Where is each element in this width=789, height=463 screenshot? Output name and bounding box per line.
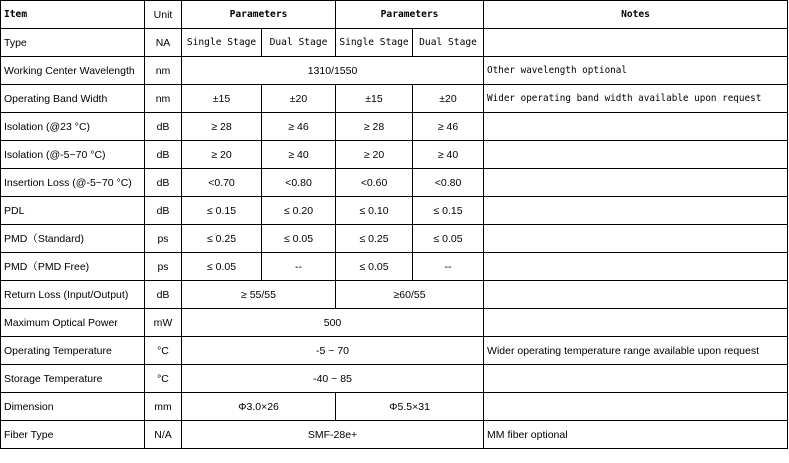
value-cell: Φ3.0×26 [182,393,336,421]
item-cell: Insertion Loss (@-5~70 °C) [1,169,145,197]
table-row [1,309,788,337]
unit-cell: nm [145,85,182,113]
value-cell: ≤ 0.15 [182,197,262,225]
note-cell [484,393,788,421]
table-row [1,225,788,253]
value-cell: ≥ 40 [262,141,336,169]
value-cell: ≥ 20 [336,141,413,169]
value-cell: -40 ~ 85 [182,365,484,393]
item-cell: Storage Temperature [1,365,145,393]
value-cell: ≥ 28 [182,113,262,141]
value-cell: Φ5.5×31 [336,393,484,421]
item-cell: Working Center Wavelength [1,57,145,85]
unit-cell: °C [145,337,182,365]
note-cell: Wider operating temperature range available upon request [484,337,788,365]
table-row [1,281,788,309]
value-cell: <0.80 [262,169,336,197]
note-cell [484,113,788,141]
header-parameters-a: Parameters [182,1,336,29]
header-row [1,1,788,29]
table-row [1,85,788,113]
item-cell: Return Loss (Input/Output) [1,281,145,309]
item-cell: Isolation (@23 °C) [1,113,145,141]
item-cell: PMD（Standard) [1,225,145,253]
value-cell: ≥ 20 [182,141,262,169]
value-cell: SMF-28e+ [182,421,484,449]
table-row [1,113,788,141]
header-notes: Notes [484,1,788,29]
item-cell: PDL [1,197,145,225]
unit-cell: mm [145,393,182,421]
value-cell: ≥ 28 [336,113,413,141]
note-cell [484,29,788,57]
unit-cell: ps [145,225,182,253]
note-cell [484,365,788,393]
table-row [1,169,788,197]
value-cell: ≤ 0.05 [182,253,262,281]
note-cell: Other wavelength optional [484,57,788,85]
unit-cell: mW [145,309,182,337]
value-cell: ≤ 0.25 [182,225,262,253]
table-row [1,253,788,281]
note-cell [484,253,788,281]
value-cell: ≤ 0.05 [262,225,336,253]
note-cell [484,281,788,309]
unit-cell: dB [145,113,182,141]
value-cell: -5 ~ 70 [182,337,484,365]
table-row [1,29,788,57]
value-cell: ±15 [336,85,413,113]
unit-cell: nm [145,57,182,85]
value-cell: -- [262,253,336,281]
value-cell: ±20 [413,85,484,113]
item-cell: PMD（PMD Free) [1,253,145,281]
unit-cell: °C [145,365,182,393]
value-cell: Dual Stage [413,29,484,57]
note-cell: MM fiber optional [484,421,788,449]
value-cell: ≤ 0.05 [413,225,484,253]
item-cell: Operating Band Width [1,85,145,113]
table-row [1,393,788,421]
item-cell: Maximum Optical Power [1,309,145,337]
value-cell: ≤ 0.05 [336,253,413,281]
value-cell: ≥ 46 [262,113,336,141]
value-cell: Single Stage [336,29,413,57]
note-cell: Wider operating band width available upon request [484,85,788,113]
table-row [1,365,788,393]
value-cell: ≥60/55 [336,281,484,309]
item-cell: Dimension [1,393,145,421]
item-cell: Fiber Type [1,421,145,449]
header-unit: Unit [145,1,182,29]
value-cell: Dual Stage [262,29,336,57]
table-row [1,337,788,365]
note-cell [484,309,788,337]
unit-cell: dB [145,169,182,197]
note-cell [484,225,788,253]
value-cell: ≤ 0.25 [336,225,413,253]
table-row [1,197,788,225]
value-cell: <0.70 [182,169,262,197]
value-cell: <0.60 [336,169,413,197]
header-item: Item [1,1,145,29]
unit-cell: dB [145,281,182,309]
unit-cell: N/A [145,421,182,449]
table-row [1,57,788,85]
table-row [1,421,788,449]
value-cell: ≤ 0.15 [413,197,484,225]
value-cell: 1310/1550 [182,57,484,85]
value-cell: ≥ 55/55 [182,281,336,309]
value-cell: -- [413,253,484,281]
value-cell: <0.80 [413,169,484,197]
unit-cell: dB [145,141,182,169]
value-cell: ≥ 40 [413,141,484,169]
unit-cell: dB [145,197,182,225]
value-cell: ≥ 46 [413,113,484,141]
table-row [1,141,788,169]
unit-cell: NA [145,29,182,57]
value-cell: ≤ 0.10 [336,197,413,225]
note-cell [484,141,788,169]
note-cell [484,197,788,225]
unit-cell: ps [145,253,182,281]
value-cell: Single Stage [182,29,262,57]
value-cell: ≤ 0.20 [262,197,336,225]
item-cell: Type [1,29,145,57]
value-cell: ±20 [262,85,336,113]
value-cell: 500 [182,309,484,337]
note-cell [484,169,788,197]
value-cell: ±15 [182,85,262,113]
item-cell: Isolation (@-5~70 °C) [1,141,145,169]
item-cell: Operating Temperature [1,337,145,365]
header-parameters-b: Parameters [336,1,484,29]
